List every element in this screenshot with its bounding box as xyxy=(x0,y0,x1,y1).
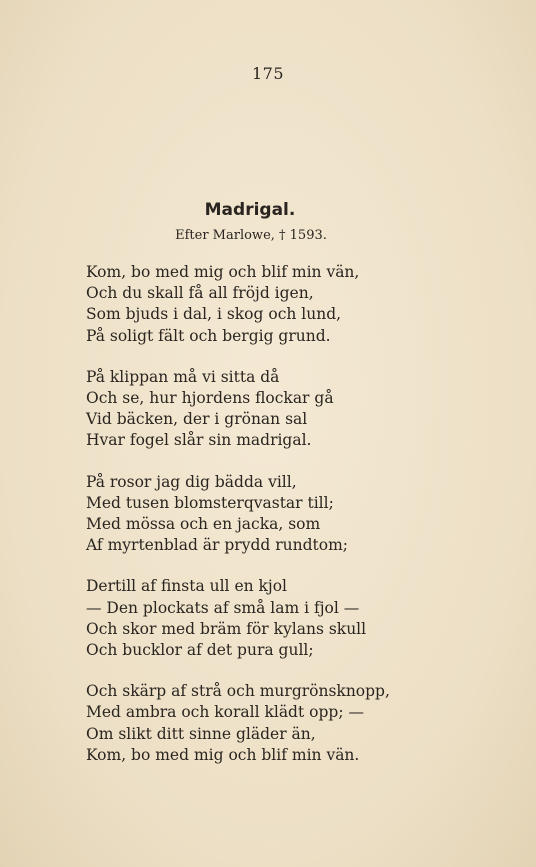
page-number: 175 xyxy=(251,64,285,83)
poem-line: Dertill af finsta ull en kjol xyxy=(86,577,288,596)
stanza xyxy=(86,262,506,347)
poem-subtitle: Efter Marlowe, † 1593. xyxy=(175,228,327,243)
poem-line: Med ambra och korall klädt opp; — xyxy=(86,703,364,722)
poem-line: Om slikt ditt sinne gläder än, xyxy=(86,724,316,743)
poem-line: På soligt fält och bergig grund. xyxy=(86,326,331,345)
poem-line: Och se, hur hjordens flockar gå xyxy=(86,389,334,408)
poem-line: På rosor jag dig bädda vill, xyxy=(86,472,297,491)
poem-line: Vid bäcken, der i grönan sal xyxy=(86,410,308,429)
poem-line: Och skärp af strå och murgrönsknopp, xyxy=(86,682,390,701)
poem-line: Som bjuds i dal, i skog och lund, xyxy=(86,305,342,324)
stanza xyxy=(86,681,506,766)
poem-line: Kom, bo med mig och blif min vän, xyxy=(86,263,360,281)
poem-line: På klippan må vi sitta då xyxy=(86,367,280,386)
poem-title: Madrigal. xyxy=(204,200,296,220)
poem-line: Och du skall få all fröjd igen, xyxy=(86,284,314,303)
poem-line: Af myrtenblad är prydd rundtom; xyxy=(86,536,349,555)
poem-body xyxy=(86,262,506,786)
poem-line: Och skor med bräm för kylans skull xyxy=(86,619,367,638)
poem-line: Kom, bo med mig och blif min vän. xyxy=(86,745,360,764)
stanza xyxy=(86,472,506,557)
poem-line: — Den plockats af små lam i fjol — xyxy=(86,598,360,617)
stanza xyxy=(86,576,506,661)
poem-line: Och bucklor af det pura gull; xyxy=(86,641,314,660)
poem-line: Med mössa och en jacka, som xyxy=(86,515,321,534)
poem-line: Med tusen blomsterqvastar till; xyxy=(86,493,334,512)
poem-line: Hvar fogel slår sin madrigal. xyxy=(86,431,312,450)
stanza xyxy=(86,367,506,452)
